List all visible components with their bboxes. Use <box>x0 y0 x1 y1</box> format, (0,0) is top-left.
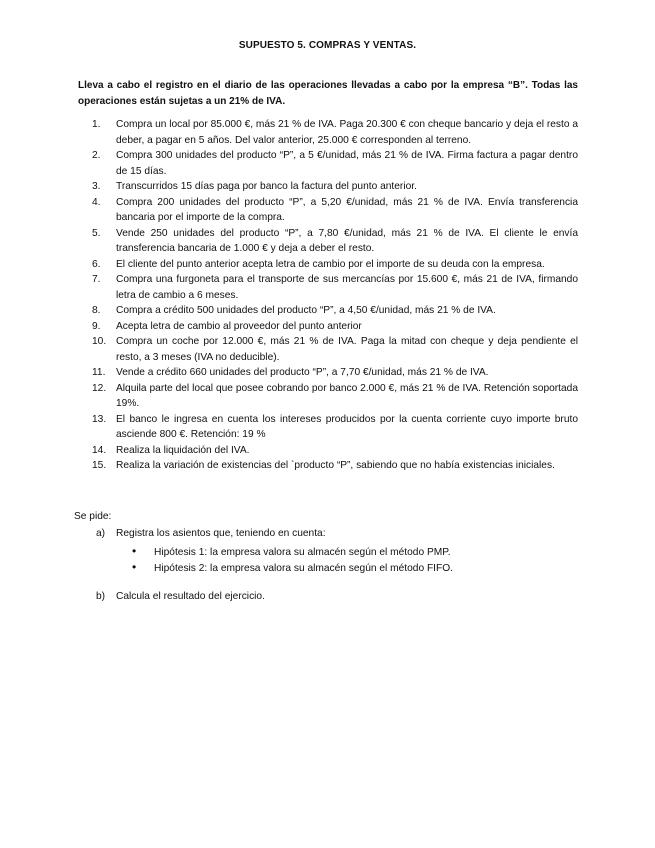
item-number: 4. <box>92 196 101 208</box>
list-item <box>92 412 578 443</box>
bullet-icon: • <box>132 560 137 574</box>
item-number: 7. <box>92 274 101 285</box>
list-item <box>92 319 578 335</box>
list-item <box>92 303 578 319</box>
list-item <box>92 443 578 459</box>
item-text: Vende 250 unidades del producto “P”, a 7,80 €/unidad, más 21 % de IVA. El cliente le envía transferencia bancaria de 1.000 € y deja a deber el resto. <box>116 227 578 254</box>
bullet-text: Hipótesis 1: la empresa valora su almacén según el método PMP. <box>154 547 451 558</box>
item-text: Compra una furgoneta para el transporte de sus mercancías por 15.600 €, más 21 de IVA, firmando letra de cambio a 6 meses. <box>116 274 578 301</box>
sub-item-text: Registra los asientos que, teniendo en cuenta: <box>116 528 326 539</box>
list-item <box>92 334 578 365</box>
list-item <box>92 272 578 303</box>
item-number: 2. <box>92 150 101 161</box>
se-pide-heading: Se pide: <box>74 511 112 522</box>
item-number: 3. <box>92 181 101 192</box>
item-text: El banco le ingresa en cuenta los intereses producidos por la cuenta corriente cuyo importe bruto asciende 800 €. Retención: 19 % <box>116 413 578 440</box>
sub-item-b <box>96 591 265 602</box>
list-item <box>92 148 578 179</box>
intro-paragraph: Lleva a cabo el registro en el diario de las operaciones llevadas a cabo por la empresa “B”. Todas las operaciones están sujetas a un 21% de IVA. <box>78 80 578 107</box>
item-text: El cliente del punto anterior acepta letra de cambio por el importe de su deuda con la empresa. <box>116 258 545 270</box>
list-item <box>92 117 578 148</box>
item-number: 11. <box>92 367 106 378</box>
item-number: 1. <box>92 119 101 130</box>
item-number: 10. <box>92 336 107 347</box>
page-title: SUPUESTO 5. COMPRAS Y VENTAS. <box>238 40 417 51</box>
list-item <box>92 381 578 412</box>
item-text: Compra 300 unidades del producto “P”, a 5 €/unidad, más 21 % de IVA. Firma factura a pagar dentro de 15 días. <box>116 150 578 177</box>
item-text: Transcurridos 15 días paga por banco la factura del punto anterior. <box>116 181 417 192</box>
item-text: Alquila parte del local que posee cobrando por banco 2.000 €, más 21 % de IVA. Retención soportada 19%. <box>116 382 578 409</box>
item-text: Realiza la variación de existencias del `producto “P”, sabiendo que no había existencias iniciales. <box>116 460 555 471</box>
item-number: 15. <box>92 460 107 471</box>
sub-item-label: b) <box>96 591 106 602</box>
item-text: Compra un local por 85.000 €, más 21 % de IVA. Paga 20.300 € con cheque bancario y deja el resto a deber, a pagar en 5 años. Del valor anterior, 25.000 € corresponden al terreno. <box>116 119 578 146</box>
item-number: 6. <box>92 258 101 270</box>
item-text: Compra un coche por 12.000 €, más 21 % de IVA. Paga la mitad con cheque y deja pendiente el resto, a 3 meses (IVA no deducible). <box>116 336 578 363</box>
item-text: Realiza la liquidación del IVA. <box>116 444 250 456</box>
list-item <box>92 195 578 226</box>
sub-item-a <box>96 528 326 539</box>
item-number: 14. <box>92 444 107 456</box>
item-text: Compra 200 unidades del producto “P”, a 5,20 €/unidad, más 21 % de IVA. Envía transferencia bancaria por el importe de la compra. <box>116 196 578 223</box>
bullet-item <box>132 544 451 558</box>
list-item <box>92 257 578 273</box>
item-text: Vende a crédito 660 unidades del producto “P”, a 7,70 €/unidad, más 21 % de IVA. <box>116 367 489 378</box>
sub-item-label: a) <box>96 528 106 539</box>
item-text: Compra a crédito 500 unidades del producto “P”, a 4,50 €/unidad, más 21 % de IVA. <box>116 305 496 316</box>
item-number: 12. <box>92 382 107 394</box>
item-number: 8. <box>92 305 101 316</box>
sub-item-text: Calcula el resultado del ejercicio. <box>116 591 265 602</box>
item-number: 13. <box>92 413 107 425</box>
item-text: Acepta letra de cambio al proveedor del punto anterior <box>116 320 362 332</box>
list-item <box>92 458 578 474</box>
operations-list <box>92 117 578 474</box>
item-number: 9. <box>92 320 101 332</box>
bullet-text: Hipótesis 2: la empresa valora su almacén según el método FIFO. <box>154 563 453 574</box>
list-item <box>92 179 578 195</box>
list-item <box>92 365 578 381</box>
item-number: 5. <box>92 227 101 239</box>
bullet-icon: • <box>132 544 137 558</box>
list-item <box>92 226 578 257</box>
bullet-item <box>132 560 453 574</box>
